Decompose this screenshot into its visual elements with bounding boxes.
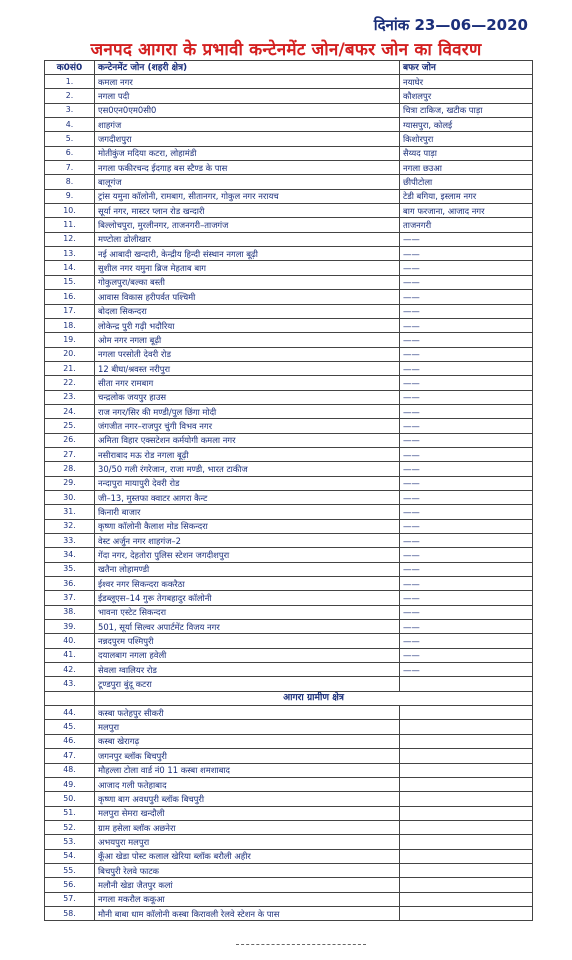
containment-zone-name: नगला पदी: [95, 89, 400, 103]
containment-zone-name: नन्दापुरा मायापुरी देवरी रोड: [95, 476, 400, 490]
containment-zone-name: एस0एन0एम0सी0: [95, 103, 400, 117]
containment-zone-name: ओम नगर नगला बूढ़ी: [95, 333, 400, 347]
containment-zone-name: खतैना लोहामण्डी: [95, 562, 400, 576]
serial-number: 49.: [45, 777, 95, 791]
document-title: जनपद आगरा के प्रभावी कन्टेनमेंट जोन/बफर जोन का विवरण: [90, 40, 482, 60]
containment-zone-name: 501, सूर्या सिल्वर अपार्टमेंट विजय नगर: [95, 620, 400, 634]
buffer-zone-name: ——: [400, 232, 533, 246]
table-row: [45, 189, 533, 203]
buffer-zone-name: ——: [400, 591, 533, 605]
buffer-zone-name: कौशलपुर: [400, 89, 533, 103]
serial-number: 43.: [45, 677, 95, 691]
serial-number: 58.: [45, 906, 95, 920]
table-row: [45, 663, 533, 677]
table-row: [45, 304, 533, 318]
buffer-zone-name: ——: [400, 275, 533, 289]
containment-zone-name: नगला फकीरचन्द ईदगाह बस स्टैण्ड के पास: [95, 161, 400, 175]
serial-number: 56.: [45, 878, 95, 892]
buffer-zone-name: ——: [400, 290, 533, 304]
table-row: [45, 749, 533, 763]
containment-zone-name: सेवला ग्वालियर रोड: [95, 663, 400, 677]
buffer-zone-name: छीपीटोला: [400, 175, 533, 189]
containment-zone-name: नई आबादी खन्दारी, केन्द्रीय हिन्दी संस्थान नगला बूढ़ी: [95, 247, 400, 261]
column-header-buffer-zone: बफर जोन: [400, 61, 533, 75]
buffer-zone-name: ——: [400, 390, 533, 404]
buffer-zone-name: [400, 906, 533, 920]
buffer-zone-name: [400, 863, 533, 877]
serial-number: 17.: [45, 304, 95, 318]
table-row: [45, 820, 533, 834]
buffer-zone-name: ——: [400, 462, 533, 476]
buffer-zone-name: ——: [400, 419, 533, 433]
rural-rows: [45, 706, 533, 921]
table-row: [45, 204, 533, 218]
buffer-zone-name: [400, 806, 533, 820]
table-row: [45, 620, 533, 634]
serial-number: 28.: [45, 462, 95, 476]
buffer-zone-name: ——: [400, 634, 533, 648]
column-header-containment-zone: कन्टेनमेंट जोन (शहरी क्षेत्र): [95, 61, 400, 75]
serial-number: 12.: [45, 232, 95, 246]
containment-zone-name: कस्बा फतेहपुर सीकरी: [95, 706, 400, 720]
table-row: [45, 333, 533, 347]
table-row: [45, 534, 533, 548]
containment-zone-name: सीता नगर रामबाग: [95, 376, 400, 390]
containment-zone-name: आजाद गली फतेहाबाद: [95, 777, 400, 791]
buffer-zone-name: [400, 706, 533, 720]
containment-zone-name: मलपुरा सेमरा खन्दौली: [95, 806, 400, 820]
containment-zone-name: बिल्लोचपुरा, मुरलीनगर, ताजनगरी–ताजगंज: [95, 218, 400, 232]
table-header-row: [45, 61, 533, 75]
table-row: [45, 232, 533, 246]
containment-zone-name: कृष्णा कॉलोनी कैलाश मोड सिकन्दरा: [95, 519, 400, 533]
serial-number: 40.: [45, 634, 95, 648]
containment-zone-name: नगला परसोती देवरी रोड: [95, 347, 400, 361]
buffer-zone-name: नगला छउआ: [400, 161, 533, 175]
serial-number: 53.: [45, 835, 95, 849]
containment-zone-name: बिचपुरी रेलवे फाटक: [95, 863, 400, 877]
serial-number: 1.: [45, 75, 95, 89]
buffer-zone-name: ——: [400, 548, 533, 562]
buffer-zone-name: ——: [400, 347, 533, 361]
containment-zone-name: सुशील नगर यमुना ब्रिज मेहताब बाग: [95, 261, 400, 275]
containment-zone-name: अमिता विहार एक्सटेशन कर्मयोगी कमला नगर: [95, 433, 400, 447]
containment-zone-name: चन्द्रलोक जयपुर हाउस: [95, 390, 400, 404]
buffer-zone-name: [400, 878, 533, 892]
table-row: [45, 505, 533, 519]
serial-number: 13.: [45, 247, 95, 261]
containment-zone-name: मलपुरा: [95, 720, 400, 734]
table-row: [45, 849, 533, 863]
containment-zone-name: कूँआ खेडा पोस्ट कलाल खेरिया ब्लॉक बरौली अहीर: [95, 849, 400, 863]
document-date: दिनांक 23—06—2020: [373, 16, 528, 34]
table-row: [45, 175, 533, 189]
buffer-zone-name: ——: [400, 404, 533, 418]
buffer-zone-name: ——: [400, 433, 533, 447]
serial-number: 6.: [45, 146, 95, 160]
containment-zone-name: टूण्डपुरा बुंदू कटरा: [95, 677, 400, 691]
table-row: [45, 462, 533, 476]
table-row: [45, 490, 533, 504]
table-row: [45, 146, 533, 160]
buffer-zone-name: [400, 763, 533, 777]
buffer-zone-name: [400, 835, 533, 849]
buffer-zone-name: ताजनगरी: [400, 218, 533, 232]
table-row: [45, 591, 533, 605]
buffer-zone-name: ——: [400, 247, 533, 261]
table-row: [45, 792, 533, 806]
table-row: [45, 648, 533, 662]
serial-number: 15.: [45, 275, 95, 289]
table-row: [45, 447, 533, 461]
containment-zone-name: ईडब्लूएस–14 गुरू तेगबहादुर कॉलोनी: [95, 591, 400, 605]
containment-zone-name: जी–13, मुस्तफा क्वाटर आगरा कैन्ट: [95, 490, 400, 504]
table-row: [45, 89, 533, 103]
table-row: [45, 275, 533, 289]
footer-dashed-rule: [236, 944, 366, 945]
buffer-zone-name: टेडी बगिया, इस्लाम नगर: [400, 189, 533, 203]
containment-zone-name: लोकेन्द्र पुरी गढ़ी भदौरिया: [95, 318, 400, 332]
table-row: [45, 734, 533, 748]
serial-number: 9.: [45, 189, 95, 203]
containment-zone-name: गेंदा नगर, देहतोरा पुलिस स्टेशन जगदीशपुरा: [95, 548, 400, 562]
table-row: [45, 161, 533, 175]
serial-number: 8.: [45, 175, 95, 189]
table-row: [45, 577, 533, 591]
containment-zone-name: कस्बा खेरागढ़: [95, 734, 400, 748]
buffer-zone-name: [400, 734, 533, 748]
serial-number: 22.: [45, 376, 95, 390]
buffer-zone-name: ——: [400, 505, 533, 519]
serial-number: 54.: [45, 849, 95, 863]
table-row: [45, 706, 533, 720]
buffer-zone-name: ——: [400, 361, 533, 375]
table-row: [45, 103, 533, 117]
table-row: [45, 878, 533, 892]
table-row: [45, 720, 533, 734]
serial-number: 44.: [45, 706, 95, 720]
buffer-zone-name: [400, 720, 533, 734]
buffer-zone-name: [400, 892, 533, 906]
buffer-zone-name: [400, 749, 533, 763]
table-row: [45, 75, 533, 89]
table-row: [45, 892, 533, 906]
serial-number: 16.: [45, 290, 95, 304]
serial-number: 35.: [45, 562, 95, 576]
table-row: [45, 390, 533, 404]
buffer-zone-name: [400, 849, 533, 863]
serial-number: 20.: [45, 347, 95, 361]
containment-zone-name: ग्राम हसेला ब्लॉक अछनेरा: [95, 820, 400, 834]
table-row: [45, 777, 533, 791]
containment-zone-name: नगला मकरौल ककूआ: [95, 892, 400, 906]
containment-zone-name: गोकुलपुरा/बल्का बस्ती: [95, 275, 400, 289]
serial-number: 52.: [45, 820, 95, 834]
buffer-zone-name: ——: [400, 663, 533, 677]
buffer-zone-name: सैय्यद पाड़ा: [400, 146, 533, 160]
containment-zone-name: ट्रांस यमुना कॉलोनी, रामबाग, सीतानगर, गोकुल नगर नरायच: [95, 189, 400, 203]
buffer-zone-name: ——: [400, 605, 533, 619]
containment-zone-table: [44, 60, 533, 921]
serial-number: 48.: [45, 763, 95, 777]
serial-number: 45.: [45, 720, 95, 734]
table-row: [45, 433, 533, 447]
containment-zone-name: शाहगंज: [95, 118, 400, 132]
serial-number: 55.: [45, 863, 95, 877]
containment-zone-name: मोतीकुंज मदिया कटरा, लोहामंडी: [95, 146, 400, 160]
buffer-zone-name: ——: [400, 376, 533, 390]
serial-number: 36.: [45, 577, 95, 591]
table-row: [45, 290, 533, 304]
containment-zone-name: दयालबाग नगला हवेली: [95, 648, 400, 662]
serial-number: 47.: [45, 749, 95, 763]
buffer-zone-name: ——: [400, 447, 533, 461]
table-row: [45, 605, 533, 619]
buffer-zone-name: ——: [400, 304, 533, 318]
serial-number: 5.: [45, 132, 95, 146]
containment-zone-name: बोदला सिकन्दरा: [95, 304, 400, 318]
buffer-zone-name: ग्यासपुरा, कोलई: [400, 118, 533, 132]
containment-zone-name: मलौनी खेडा जैतपुर कलां: [95, 878, 400, 892]
table-row: [45, 247, 533, 261]
containment-zone-name: 30/50 गली रंगरेजान, राजा मण्डी, भारत टाकीज: [95, 462, 400, 476]
serial-number: 18.: [45, 318, 95, 332]
serial-number: 37.: [45, 591, 95, 605]
buffer-zone-name: ——: [400, 333, 533, 347]
rural-section-row: [45, 691, 533, 705]
serial-number: 11.: [45, 218, 95, 232]
containment-zone-name: जंगजीत नगर–राजपुर चुंगी विभव नगर: [95, 419, 400, 433]
serial-number: 32.: [45, 519, 95, 533]
buffer-zone-name: ——: [400, 620, 533, 634]
serial-number: 31.: [45, 505, 95, 519]
serial-number: 51.: [45, 806, 95, 820]
table-row: [45, 218, 533, 232]
buffer-zone-name: ——: [400, 490, 533, 504]
buffer-zone-name: ——: [400, 519, 533, 533]
buffer-zone-name: ——: [400, 318, 533, 332]
serial-number: 41.: [45, 648, 95, 662]
buffer-zone-name: ——: [400, 534, 533, 548]
table-row: [45, 906, 533, 920]
containment-zone-name: किनारी बाजार: [95, 505, 400, 519]
table-row: [45, 806, 533, 820]
table-row: [45, 519, 533, 533]
rural-section-spacer: [45, 691, 95, 705]
buffer-zone-name: ——: [400, 562, 533, 576]
serial-number: 21.: [45, 361, 95, 375]
serial-number: 24.: [45, 404, 95, 418]
serial-number: 4.: [45, 118, 95, 132]
buffer-zone-name: किशोरपुरा: [400, 132, 533, 146]
buffer-zone-name: ——: [400, 261, 533, 275]
buffer-zone-name: [400, 777, 533, 791]
serial-number: 34.: [45, 548, 95, 562]
table-row: [45, 261, 533, 275]
serial-number: 23.: [45, 390, 95, 404]
table-row: [45, 318, 533, 332]
containment-zone-name: सूर्या नगर, मास्टर प्लान रोड खन्दारी: [95, 204, 400, 218]
serial-number: 3.: [45, 103, 95, 117]
table-row: [45, 562, 533, 576]
buffer-zone-name: बाग फरजाना, आजाद नगर: [400, 204, 533, 218]
containment-zone-name: कृष्णा बाग अवधपुरी ब्लॉक बिचपुरी: [95, 792, 400, 806]
containment-zone-name: आवास विकास हरीपर्वत पश्चिमी: [95, 290, 400, 304]
containment-zone-name: बालूगंज: [95, 175, 400, 189]
serial-number: 14.: [45, 261, 95, 275]
serial-number: 57.: [45, 892, 95, 906]
buffer-zone-name: नयाघेर: [400, 75, 533, 89]
table-row: [45, 361, 533, 375]
buffer-zone-name: [400, 820, 533, 834]
containment-zone-name: नन्नदपुरम पश्मिपुरी: [95, 634, 400, 648]
containment-zone-name: अभयपुरा मलपुरा: [95, 835, 400, 849]
buffer-zone-name: ——: [400, 648, 533, 662]
containment-zone-name: मौनी बाबा धाम कॉलोनी कस्बा किरावली रेलवे स्टेशन के पास: [95, 906, 400, 920]
table-row: [45, 476, 533, 490]
serial-number: 19.: [45, 333, 95, 347]
table-row: [45, 118, 533, 132]
containment-zone-name: राज नगर/सिर की मण्डी/पुल छिंगा मोदी: [95, 404, 400, 418]
table-row: [45, 376, 533, 390]
serial-number: 42.: [45, 663, 95, 677]
serial-number: 46.: [45, 734, 95, 748]
serial-number: 26.: [45, 433, 95, 447]
table-row: [45, 863, 533, 877]
containment-zone-name: मण्टोला ढोलीखार: [95, 232, 400, 246]
containment-zone-name: 12 बीघा/श्रवस्त नरीपुरा: [95, 361, 400, 375]
table-row: [45, 677, 533, 691]
serial-number: 7.: [45, 161, 95, 175]
table-row: [45, 404, 533, 418]
containment-zone-name: मौहल्ला टोला वार्ड नं0 11 कस्बा शमशाबाद: [95, 763, 400, 777]
serial-number: 39.: [45, 620, 95, 634]
serial-number: 25.: [45, 419, 95, 433]
containment-zone-name: नसीराबाद मऊ रोड नगला बूढ़ी: [95, 447, 400, 461]
table-row: [45, 835, 533, 849]
buffer-zone-name: चित्रा टाकिज, खटीक पाड़ा: [400, 103, 533, 117]
rural-section-heading: आगरा ग्रामीण क्षेत्र: [95, 691, 533, 705]
table-row: [45, 419, 533, 433]
serial-number: 2.: [45, 89, 95, 103]
buffer-zone-name: [400, 792, 533, 806]
buffer-zone-name: ——: [400, 577, 533, 591]
buffer-zone-name: ——: [400, 476, 533, 490]
containment-zone-name: जगदीशपुरा: [95, 132, 400, 146]
serial-number: 38.: [45, 605, 95, 619]
containment-zone-name: वेस्ट अर्जुन नगर शाहगंज–2: [95, 534, 400, 548]
containment-zone-name: जगनपुर ब्लॉक बिचपुरी: [95, 749, 400, 763]
serial-number: 50.: [45, 792, 95, 806]
containment-zone-name: कमला नगर: [95, 75, 400, 89]
serial-number: 29.: [45, 476, 95, 490]
column-header-serial: क0सं0: [45, 61, 95, 75]
serial-number: 33.: [45, 534, 95, 548]
serial-number: 30.: [45, 490, 95, 504]
serial-number: 27.: [45, 447, 95, 461]
urban-rows: [45, 75, 533, 692]
containment-zone-name: ईश्वर नगर सिकन्दरा ककरैठा: [95, 577, 400, 591]
containment-zone-name: भावना एस्टेट सिकन्दरा: [95, 605, 400, 619]
table-row: [45, 548, 533, 562]
table-row: [45, 634, 533, 648]
table-row: [45, 763, 533, 777]
table-row: [45, 347, 533, 361]
buffer-zone-name: [400, 677, 533, 691]
table-row: [45, 132, 533, 146]
serial-number: 10.: [45, 204, 95, 218]
